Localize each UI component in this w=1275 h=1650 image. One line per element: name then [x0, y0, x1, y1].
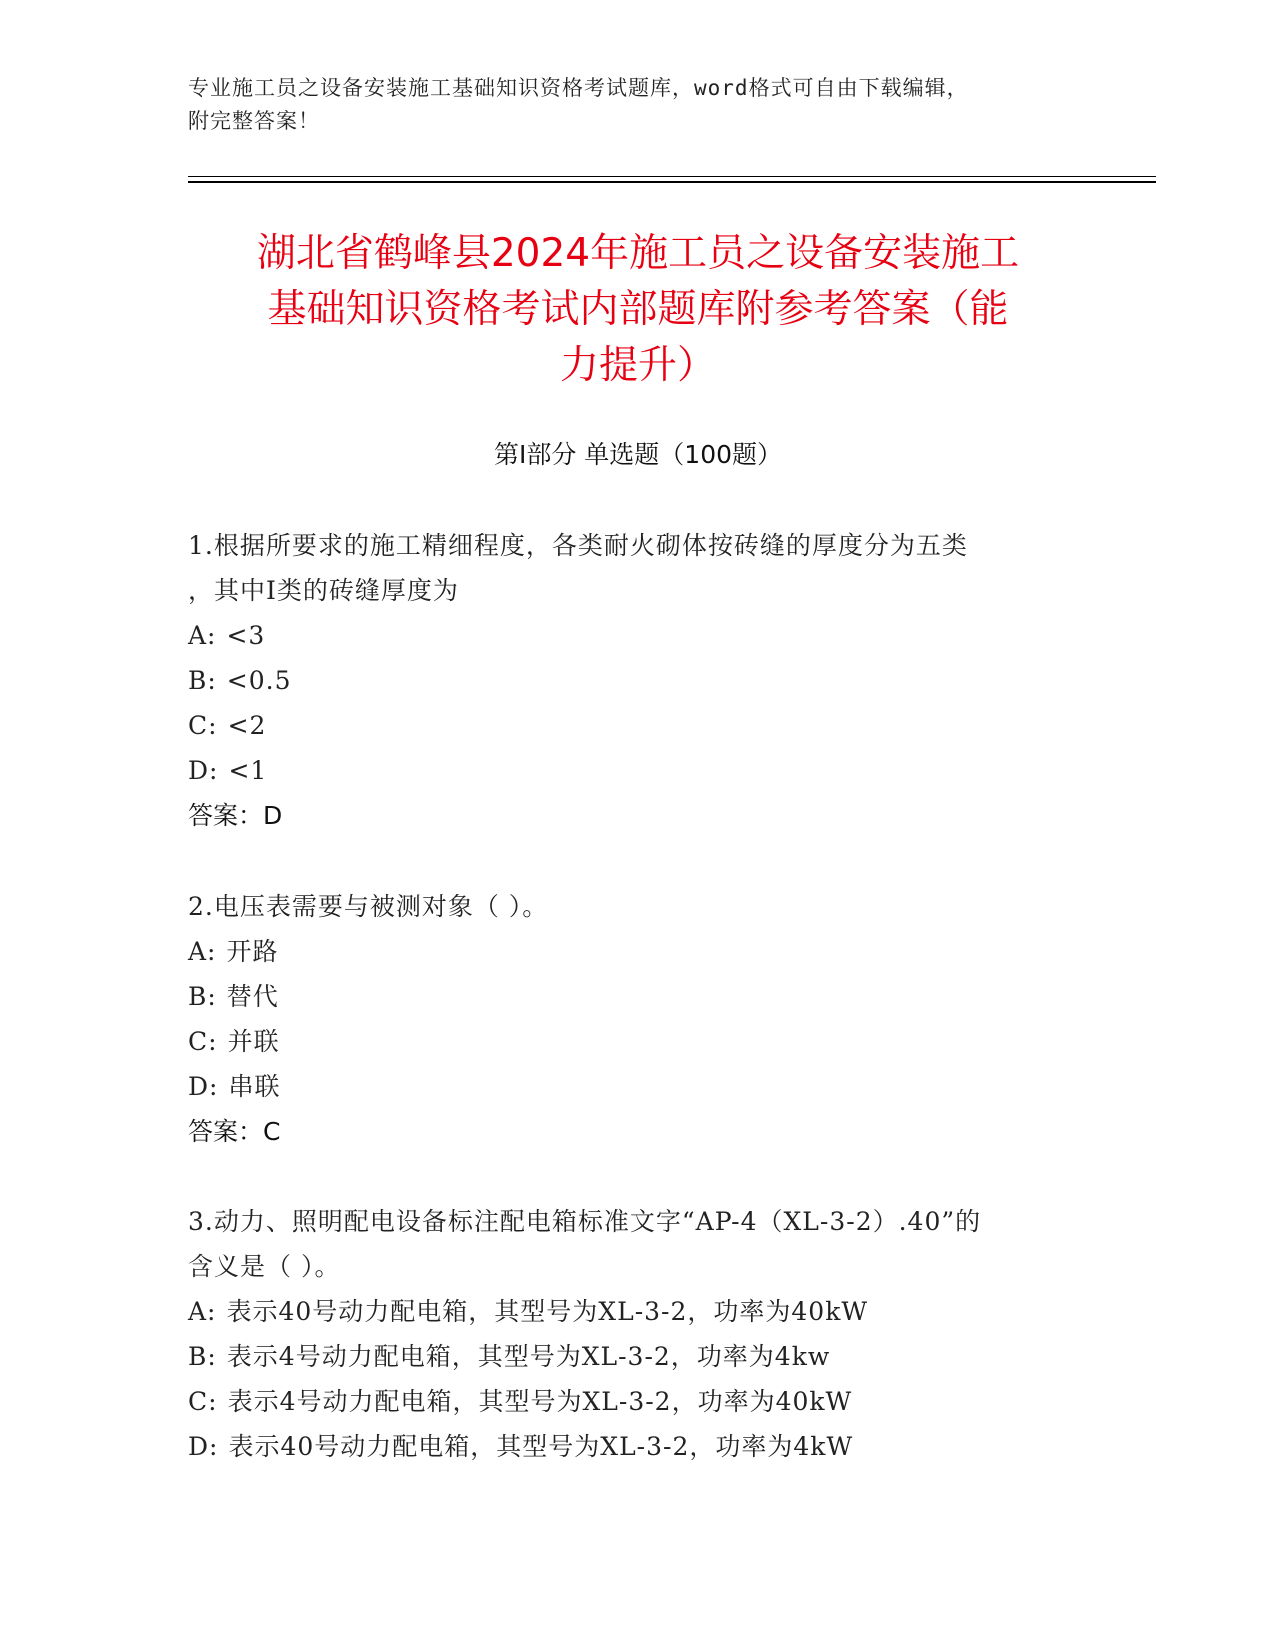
- option-b: [188, 974, 1088, 1019]
- option-a: [188, 1289, 1088, 1334]
- option-label: A:: [188, 937, 217, 966]
- option-label: B:: [188, 1342, 217, 1371]
- option-text: 表示4号动力配电箱，其型号为XL-3-2，功率为4kw: [226, 1342, 831, 1371]
- header-divider-thin: [188, 176, 1156, 177]
- title-line-3: 力提升）: [559, 343, 716, 388]
- option-label: C:: [188, 1027, 218, 1056]
- option-b: [188, 658, 1088, 703]
- option-c: [188, 1019, 1088, 1064]
- option-text: 表示4号动力配电箱，其型号为XL-3-2，功率为40kW: [227, 1387, 853, 1416]
- option-text: <2: [227, 711, 267, 740]
- option-text: 开路: [226, 937, 279, 966]
- option-text: 表示40号动力配电箱，其型号为XL-3-2，功率为40kW: [226, 1297, 869, 1326]
- option-label: A:: [188, 1297, 217, 1326]
- option-label: D:: [188, 1072, 219, 1101]
- option-label: C:: [188, 711, 218, 740]
- option-text: <0.5: [226, 666, 292, 695]
- option-label: D:: [188, 756, 219, 785]
- question-1: [188, 523, 1088, 838]
- header-note-line-2: 附完整答案！: [188, 109, 320, 133]
- option-text: 替代: [226, 982, 279, 1011]
- question-3: [188, 1199, 1088, 1469]
- option-label: B:: [188, 982, 217, 1011]
- option-d: [188, 1064, 1088, 1109]
- title-line-1: 湖北省鹤峰县2024年施工员之设备安装施工: [256, 231, 1020, 276]
- header-note: [188, 72, 1088, 138]
- section-title: 第Ⅰ部分 单选题（100题）: [493, 440, 783, 469]
- question-2: [188, 884, 1088, 1154]
- title-line-2: 基础知识资格考试内部题库附参考答案（能: [267, 287, 1009, 332]
- question-stem-line-1: 1.根据所要求的施工精细程度，各类耐火砌体按砖缝的厚度分为五类: [188, 531, 968, 560]
- question-stem-line-2: ，其中Ⅰ类的砖缝厚度为: [188, 576, 459, 605]
- option-c: [188, 703, 1088, 748]
- option-label: C:: [188, 1387, 218, 1416]
- option-b: [188, 1334, 1088, 1379]
- answer-text: 答案：D: [188, 801, 283, 830]
- option-label: A:: [188, 621, 217, 650]
- option-a: [188, 929, 1088, 974]
- header-divider-thick: [188, 181, 1156, 183]
- option-text: <3: [226, 621, 266, 650]
- option-a: [188, 613, 1088, 658]
- document-title: [188, 226, 1088, 394]
- option-text: 并联: [227, 1027, 280, 1056]
- option-text: <1: [228, 756, 268, 785]
- option-text: 表示40号动力配电箱，其型号为XL-3-2，功率为4kW: [228, 1432, 854, 1461]
- option-label: B:: [188, 666, 217, 695]
- question-stem-line-2: 含义是（ ）。: [188, 1252, 341, 1281]
- option-label: D:: [188, 1432, 219, 1461]
- option-c: [188, 1379, 1088, 1424]
- option-d: [188, 1424, 1088, 1469]
- question-stem-line-1: 3.动力、照明配电设备标注配电箱标准文字“AP-4（XL-3-2）.40”的: [188, 1207, 982, 1236]
- answer-text: 答案：C: [188, 1117, 281, 1146]
- question-stem-line-1: 2.电压表需要与被测对象（ ）。: [188, 892, 549, 921]
- header-note-line-1: 专业施工员之设备安装施工基础知识资格考试题库，word格式可自由下载编辑，: [188, 76, 969, 100]
- option-d: [188, 748, 1088, 793]
- option-text: 串联: [228, 1072, 281, 1101]
